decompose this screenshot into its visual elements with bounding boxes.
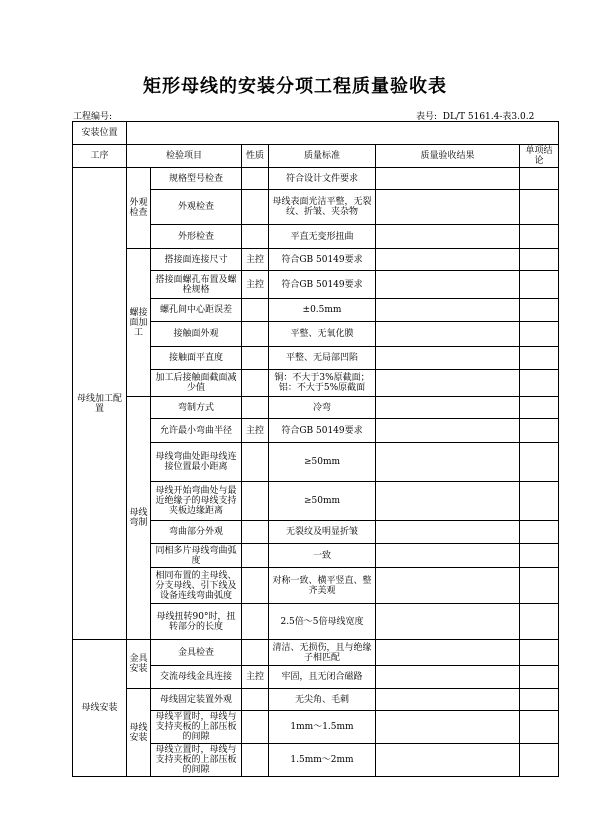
item-name: 母线扭转90°时，扭转部分的长度 bbox=[151, 604, 242, 640]
standard: 符合GB 50149要求 bbox=[269, 271, 376, 299]
item-name: 弯制方式 bbox=[151, 397, 242, 419]
result-cell[interactable] bbox=[376, 299, 520, 322]
item-name: 母线平置时，母线与支持夹板的上部压板的间隙 bbox=[151, 711, 242, 744]
nature: 主控 bbox=[242, 666, 269, 689]
item-name: 相同布置的主母线、分支母线、引下线及设备连线弯曲弧度 bbox=[151, 568, 242, 604]
conclusion-cell[interactable] bbox=[520, 568, 559, 604]
standard: 2.5倍～5倍母线宽度 bbox=[269, 604, 376, 640]
result-cell[interactable] bbox=[376, 271, 520, 299]
conclusion-cell[interactable] bbox=[520, 604, 559, 640]
conclusion-cell[interactable] bbox=[520, 711, 559, 744]
result-cell[interactable] bbox=[376, 482, 520, 521]
result-cell[interactable] bbox=[376, 322, 520, 347]
result-cell[interactable] bbox=[376, 370, 520, 397]
result-cell[interactable] bbox=[376, 419, 520, 443]
result-cell[interactable] bbox=[376, 521, 520, 544]
header-conclusion: 单项结论 bbox=[520, 145, 559, 168]
standard: 符合设计文件要求 bbox=[269, 168, 376, 190]
nature bbox=[242, 397, 269, 419]
standard: 清洁、无损伤，且与绝缘子相匹配 bbox=[269, 640, 376, 666]
item-name: 搭接面连接尺寸 bbox=[151, 249, 242, 271]
result-cell[interactable] bbox=[376, 666, 520, 689]
result-cell[interactable] bbox=[376, 544, 520, 568]
result-cell[interactable] bbox=[376, 744, 520, 777]
nature bbox=[242, 370, 269, 397]
result-cell[interactable] bbox=[376, 347, 520, 370]
nature bbox=[242, 322, 269, 347]
standard: 一致 bbox=[269, 544, 376, 568]
result-cell[interactable] bbox=[376, 604, 520, 640]
nature bbox=[242, 521, 269, 544]
nature bbox=[242, 168, 269, 190]
nature bbox=[242, 482, 269, 521]
item-name: 规格型号检查 bbox=[151, 168, 242, 190]
standard: 母线表面光洁平整，无裂纹、折皱、夹杂物 bbox=[269, 190, 376, 225]
conclusion-cell[interactable] bbox=[520, 347, 559, 370]
item-name: 接触面平直度 bbox=[151, 347, 242, 370]
item-name: 交流母线金具连接 bbox=[151, 666, 242, 689]
conclusion-cell[interactable] bbox=[520, 397, 559, 419]
item-name: 母线固定装置外观 bbox=[151, 689, 242, 711]
location-value[interactable] bbox=[127, 122, 559, 145]
nature bbox=[242, 299, 269, 322]
nature bbox=[242, 544, 269, 568]
standard: 符合GB 50149要求 bbox=[269, 419, 376, 443]
result-cell[interactable] bbox=[376, 225, 520, 249]
conclusion-cell[interactable] bbox=[520, 443, 559, 482]
conclusion-cell[interactable] bbox=[520, 225, 559, 249]
result-cell[interactable] bbox=[376, 168, 520, 190]
nature: 主控 bbox=[242, 249, 269, 271]
standard: 对称一致、横平竖直、整齐美观 bbox=[269, 568, 376, 604]
standard: 无裂纹及明显折皱 bbox=[269, 521, 376, 544]
group-installation: 母线安装 bbox=[73, 640, 127, 777]
sub-bending: 母线弯制 bbox=[127, 397, 151, 640]
nature bbox=[242, 640, 269, 666]
header-item: 检验项目 bbox=[127, 145, 242, 168]
item-name: 允许最小弯曲半径 bbox=[151, 419, 242, 443]
result-cell[interactable] bbox=[376, 640, 520, 666]
header-process: 工序 bbox=[73, 145, 127, 168]
standard: 符合GB 50149要求 bbox=[269, 249, 376, 271]
item-name: 加工后接触面截面减少值 bbox=[151, 370, 242, 397]
standard: 牢固，且无闭合磁路 bbox=[269, 666, 376, 689]
result-cell[interactable] bbox=[376, 190, 520, 225]
item-name: 母线开始弯曲处与最近绝缘子的母线支持夹板边缘距离 bbox=[151, 482, 242, 521]
nature bbox=[242, 711, 269, 744]
form-no-label: 表号: bbox=[416, 112, 438, 122]
item-name: 金具检查 bbox=[151, 640, 242, 666]
nature bbox=[242, 443, 269, 482]
conclusion-cell[interactable] bbox=[520, 168, 559, 190]
standard: 平整、无局部凹陷 bbox=[269, 347, 376, 370]
form-no-value: DL/T 5161.4-表3.0.2 bbox=[442, 112, 535, 122]
nature bbox=[242, 744, 269, 777]
document-title: 矩形母线的安装分项工程质量验收表 bbox=[143, 76, 447, 97]
nature bbox=[242, 347, 269, 370]
item-name: 外形检查 bbox=[151, 225, 242, 249]
conclusion-cell[interactable] bbox=[520, 544, 559, 568]
result-cell[interactable] bbox=[376, 249, 520, 271]
item-name: 外观检查 bbox=[151, 190, 242, 225]
item-name: 弯曲部分外观 bbox=[151, 521, 242, 544]
item-name: 搭接面螺孔布置及螺栓规格 bbox=[151, 271, 242, 299]
result-cell[interactable] bbox=[376, 397, 520, 419]
standard: ±0.5mm bbox=[269, 299, 376, 322]
header-result: 质量验收结果 bbox=[376, 145, 520, 168]
conclusion-cell[interactable] bbox=[520, 249, 559, 271]
acceptance-table bbox=[72, 121, 559, 777]
standard: ≥50mm bbox=[269, 482, 376, 521]
conclusion-cell[interactable] bbox=[520, 482, 559, 521]
nature bbox=[242, 689, 269, 711]
conclusion-cell[interactable] bbox=[520, 521, 559, 544]
sub-fitting: 金具安装 bbox=[127, 640, 151, 689]
nature bbox=[242, 190, 269, 225]
standard: 铜：不大于3%原截面；铝：不大于5%原截面 bbox=[269, 370, 376, 397]
conclusion-cell[interactable] bbox=[520, 744, 559, 777]
conclusion-cell[interactable] bbox=[520, 271, 559, 299]
header-standard: 质量标准 bbox=[269, 145, 376, 168]
conclusion-cell[interactable] bbox=[520, 370, 559, 397]
nature bbox=[242, 225, 269, 249]
result-cell[interactable] bbox=[376, 568, 520, 604]
result-cell[interactable] bbox=[376, 443, 520, 482]
conclusion-cell[interactable] bbox=[520, 419, 559, 443]
header-nature: 性质 bbox=[242, 145, 269, 168]
project-no-label: 工程编号: bbox=[73, 112, 113, 122]
item-name: 母线弯曲处距母线连接位置最小距离 bbox=[151, 443, 242, 482]
conclusion-cell[interactable] bbox=[520, 299, 559, 322]
result-cell[interactable] bbox=[376, 689, 520, 711]
conclusion-cell[interactable] bbox=[520, 322, 559, 347]
group-processing: 母线加工配置 bbox=[73, 168, 127, 640]
standard: 1mm～1.5mm bbox=[269, 711, 376, 744]
sub-bus: 母线安装 bbox=[127, 689, 151, 777]
nature: 主控 bbox=[242, 271, 269, 299]
item-name: 同相多片母线弯曲弧度 bbox=[151, 544, 242, 568]
standard: 无尖角、毛刺 bbox=[269, 689, 376, 711]
nature bbox=[242, 604, 269, 640]
conclusion-cell[interactable] bbox=[520, 689, 559, 711]
sub-bolt-surface: 螺接面加工 bbox=[127, 249, 151, 397]
item-name: 螺孔间中心距误差 bbox=[151, 299, 242, 322]
item-name: 接触面外观 bbox=[151, 322, 242, 347]
conclusion-cell[interactable] bbox=[520, 666, 559, 689]
result-cell[interactable] bbox=[376, 711, 520, 744]
nature bbox=[242, 568, 269, 604]
standard: 平直无变形扭曲 bbox=[269, 225, 376, 249]
standard: 冷弯 bbox=[269, 397, 376, 419]
item-name: 母线立置时，母线与支持夹板的上部压板的间隙 bbox=[151, 744, 242, 777]
location-label: 安装位置 bbox=[73, 122, 127, 145]
standard: 1.5mm～2mm bbox=[269, 744, 376, 777]
standard: 平整、无氧化膜 bbox=[269, 322, 376, 347]
conclusion-cell[interactable] bbox=[520, 190, 559, 225]
standard: ≥50mm bbox=[269, 443, 376, 482]
conclusion-cell[interactable] bbox=[520, 640, 559, 666]
nature: 主控 bbox=[242, 419, 269, 443]
sub-appearance: 外观检查 bbox=[127, 168, 151, 249]
